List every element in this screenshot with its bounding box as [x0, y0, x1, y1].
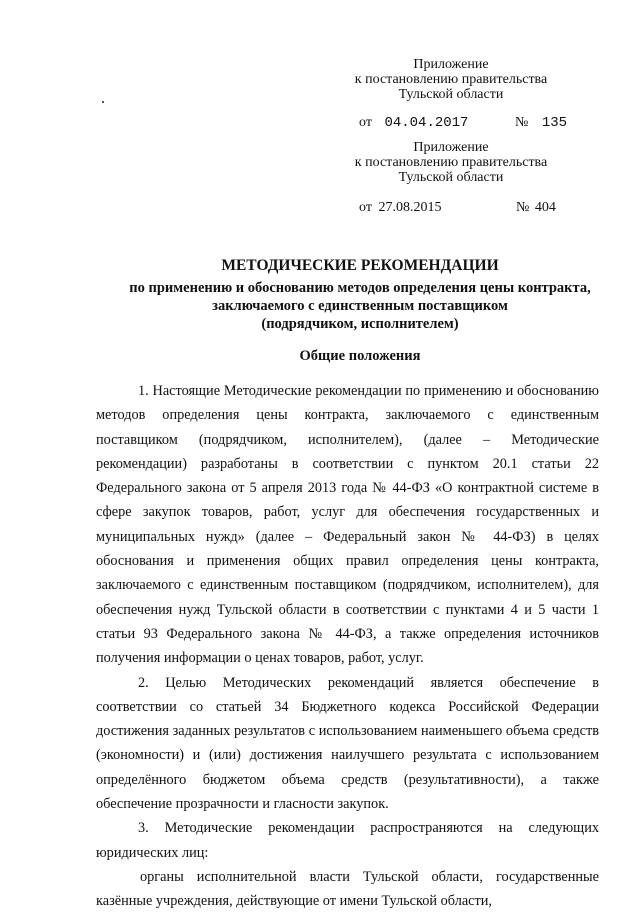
appendix-date-line-current — [359, 115, 468, 131]
appendix-date-line-original — [359, 200, 441, 216]
document-body — [96, 379, 599, 914]
resolution-number: 404 — [534, 200, 556, 215]
number-prefix: № — [515, 115, 529, 130]
paragraph-2: 2. Целью Методических рекомендаций является обеспечение в соответствии со статьей 34 Бюджетного кодекса Российской Федерации достижения заданных результатов с использованием наименьшего объема средств (экономности) и (или) достижения наилучшего результата с использованием определённого бюджетом объема средств (результативности), а также обеспечение прозрачности и гласности закупок. — [96, 674, 599, 813]
resolution-number: 135 — [541, 115, 568, 131]
appendix-label: Приложение — [413, 140, 489, 155]
section-heading: Общие положения — [299, 348, 421, 364]
appendix-header-current — [340, 57, 562, 102]
paragraph-4: органы исполнительной власти Тульской области, государственные казённые учреждения, действующие от имени Тульской области, — [96, 868, 599, 910]
scan-mark — [102, 101, 104, 103]
resolution-ref: к постановлению правительства — [354, 155, 548, 170]
document-subtitle-line1: по применению и обоснованию методов определения цены контракта, — [129, 280, 591, 296]
document-subtitle-line2: заключаемого с единственным поставщиком — [212, 298, 508, 314]
paragraph-1: 1. Настоящие Методические рекомендации по применению и обоснованию методов определения цены контракта, заключаемого с единственным поставщиком (подрядчиком, исполнителем), (далее – Методические рекомендации) разработаны в соответствии с пунктом 20.1 статьи 22 Федерального закона от 5 апреля 2013 года № 44-ФЗ «О контрактной системе в сфере закупок товаров, работ, услуг для обеспечения государственных и муниципальных нужд» (далее – Федеральный закон № 44-ФЗ) в целях обоснования и применения общих правил определения цены контракта, заключаемого с единственным поставщиком (подрядчиком, исполнителем), для обеспечения нужд Тульской области в соответствии с пунктами 4 и 5 части 1 статьи 93 Федерального закона № 44-ФЗ, а также определения источников получения информации о ценах товаров, работ, услуг. — [96, 383, 599, 667]
paragraph-3: 3. Методические рекомендации распространяются на следующих юридических лиц: — [96, 820, 599, 861]
resolution-number-current — [515, 115, 567, 131]
date-prefix: от — [359, 200, 372, 215]
region-name: Тульской области — [398, 170, 504, 185]
resolution-ref: к постановлению правительства — [354, 72, 548, 87]
resolution-date: 27.08.2015 — [378, 200, 442, 215]
appendix-header-original — [340, 140, 562, 185]
document-title: МЕТОДИЧЕСКИЕ РЕКОМЕНДАЦИИ — [221, 257, 499, 274]
document-subtitle-line3: (подрядчиком, исполнителем) — [261, 316, 459, 332]
date-prefix: от — [359, 115, 372, 130]
number-prefix: № — [516, 200, 530, 215]
appendix-label: Приложение — [413, 57, 489, 72]
resolution-date: 04.04.2017 — [384, 115, 469, 131]
region-name: Тульской области — [398, 87, 504, 102]
resolution-number-original — [516, 200, 556, 216]
